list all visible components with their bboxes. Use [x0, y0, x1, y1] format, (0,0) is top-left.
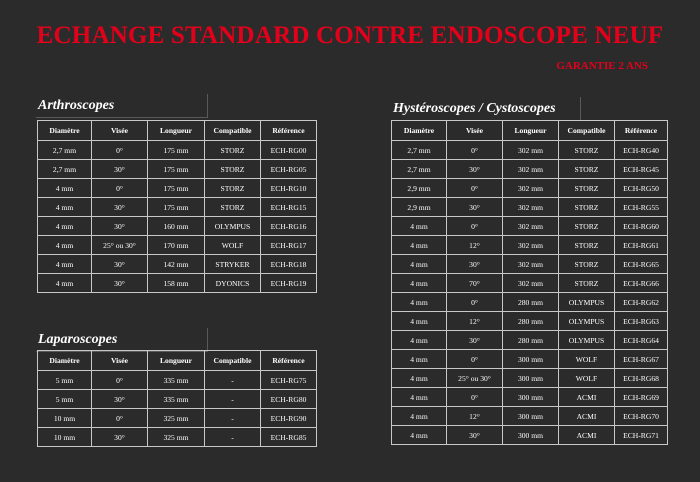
table-row — [392, 312, 668, 331]
cell-longueur: 302 mm — [503, 236, 559, 255]
cell-visee: 25° ou 30° — [92, 236, 148, 255]
table-row — [38, 160, 317, 179]
cell-longueur: 335 mm — [148, 371, 205, 390]
table-row — [392, 426, 668, 445]
cell-compatible: STORZ — [559, 141, 615, 160]
cell-reference: ECH-RG64 — [615, 331, 668, 350]
cell-reference: ECH-RG70 — [615, 407, 668, 426]
cell-visee: 0° — [447, 350, 503, 369]
cell-compatible: ACMI — [559, 407, 615, 426]
cell-longueur: 300 mm — [503, 369, 559, 388]
cell-reference: ECH-RG80 — [261, 390, 317, 409]
cell-reference: ECH-RG10 — [261, 179, 317, 198]
table-row — [392, 160, 668, 179]
cell-compatible: OLYMPUS — [205, 217, 261, 236]
cell-diametre: 10 mm — [38, 428, 92, 447]
cell-diametre: 2,7 mm — [38, 141, 92, 160]
cell-longueur: 302 mm — [503, 160, 559, 179]
cell-visee: 0° — [92, 141, 148, 160]
cell-diametre: 2,7 mm — [392, 141, 447, 160]
cell-diametre: 4 mm — [392, 274, 447, 293]
cell-reference: ECH-RG00 — [261, 141, 317, 160]
cell-longueur: 302 mm — [503, 217, 559, 236]
cell-longueur: 175 mm — [148, 198, 205, 217]
table-header-row — [38, 121, 317, 141]
table-row — [392, 198, 668, 217]
cell-diametre: 4 mm — [38, 217, 92, 236]
cell-visee: 0° — [447, 217, 503, 236]
cell-diametre: 4 mm — [392, 369, 447, 388]
table-row — [38, 198, 317, 217]
column-header-compatible: Compatible — [205, 351, 261, 371]
cell-reference: ECH-RG69 — [615, 388, 668, 407]
cell-compatible: STORZ — [559, 236, 615, 255]
cell-reference: ECH-RG40 — [615, 141, 668, 160]
cell-visee: 30° — [92, 274, 148, 293]
cell-longueur: 300 mm — [503, 407, 559, 426]
cell-longueur: 335 mm — [148, 390, 205, 409]
cell-reference: ECH-RG67 — [615, 350, 668, 369]
table-row — [392, 388, 668, 407]
table-row — [392, 293, 668, 312]
cell-compatible: STORZ — [559, 217, 615, 236]
cell-longueur: 302 mm — [503, 274, 559, 293]
column-header-visee: Visée — [92, 351, 148, 371]
cell-diametre: 2,7 mm — [38, 160, 92, 179]
column-header-reference: Référence — [615, 121, 668, 141]
cell-visee: 0° — [447, 179, 503, 198]
section-title-laparoscopes: Laparoscopes — [36, 328, 208, 352]
cell-diametre: 2,9 mm — [392, 198, 447, 217]
cell-compatible: - — [205, 409, 261, 428]
cell-diametre: 4 mm — [392, 312, 447, 331]
cell-reference: ECH-RG15 — [261, 198, 317, 217]
cell-visee: 12° — [447, 236, 503, 255]
cell-longueur: 175 mm — [148, 141, 205, 160]
cell-diametre: 4 mm — [392, 407, 447, 426]
cell-visee: 30° — [447, 160, 503, 179]
cell-compatible: STORZ — [559, 255, 615, 274]
cell-visee: 0° — [92, 179, 148, 198]
cell-compatible: DYONICS — [205, 274, 261, 293]
cell-longueur: 325 mm — [148, 409, 205, 428]
section-title-hysteroscopes: Hystéroscopes / Cystoscopes — [391, 97, 581, 121]
column-header-visee: Visée — [447, 121, 503, 141]
cell-longueur: 175 mm — [148, 160, 205, 179]
cell-longueur: 300 mm — [503, 388, 559, 407]
table-row — [392, 350, 668, 369]
column-header-diametre: Diamètre — [38, 351, 92, 371]
cell-reference: ECH-RG45 — [615, 160, 668, 179]
cell-visee: 0° — [447, 388, 503, 407]
page-title: ECHANGE STANDARD CONTRE ENDOSCOPE NEUF — [36, 22, 664, 49]
cell-visee: 30° — [92, 255, 148, 274]
column-header-compatible: Compatible — [559, 121, 615, 141]
column-header-reference: Référence — [261, 121, 317, 141]
cell-visee: 0° — [92, 409, 148, 428]
section-title-arthroscopes: Arthroscopes — [36, 94, 208, 118]
cell-reference: ECH-RG18 — [261, 255, 317, 274]
cell-visee: 30° — [447, 198, 503, 217]
cell-diametre: 4 mm — [392, 388, 447, 407]
cell-compatible: STORZ — [205, 198, 261, 217]
cell-reference: ECH-RG61 — [615, 236, 668, 255]
cell-longueur: 170 mm — [148, 236, 205, 255]
column-header-longueur: Longueur — [503, 121, 559, 141]
cell-visee: 30° — [92, 428, 148, 447]
cell-visee: 30° — [447, 331, 503, 350]
column-header-reference: Référence — [261, 351, 317, 371]
column-header-longueur: Longueur — [148, 351, 205, 371]
table-row — [38, 428, 317, 447]
cell-reference: ECH-RG63 — [615, 312, 668, 331]
table-row — [38, 274, 317, 293]
cell-diametre: 4 mm — [38, 236, 92, 255]
cell-compatible: WOLF — [559, 350, 615, 369]
column-header-diametre: Diamètre — [392, 121, 447, 141]
table-row — [38, 141, 317, 160]
cell-diametre: 4 mm — [392, 217, 447, 236]
cell-compatible: STORZ — [205, 160, 261, 179]
cell-reference: ECH-RG19 — [261, 274, 317, 293]
cell-diametre: 10 mm — [38, 409, 92, 428]
cell-diametre: 4 mm — [38, 198, 92, 217]
cell-reference: ECH-RG66 — [615, 274, 668, 293]
cell-compatible: STORZ — [559, 179, 615, 198]
cell-visee: 0° — [447, 141, 503, 160]
table-row — [392, 369, 668, 388]
cell-diametre: 4 mm — [38, 255, 92, 274]
table-row — [392, 274, 668, 293]
cell-diametre: 2,9 mm — [392, 179, 447, 198]
table-row — [38, 236, 317, 255]
cell-compatible: - — [205, 371, 261, 390]
cell-visee: 30° — [92, 217, 148, 236]
column-header-visee: Visée — [92, 121, 148, 141]
cell-longueur: 300 mm — [503, 350, 559, 369]
cell-compatible: WOLF — [205, 236, 261, 255]
cell-compatible: OLYMPUS — [559, 312, 615, 331]
cell-reference: ECH-RG65 — [615, 255, 668, 274]
cell-visee: 12° — [447, 312, 503, 331]
table-row — [38, 371, 317, 390]
cell-diametre: 4 mm — [392, 331, 447, 350]
cell-reference: ECH-RG50 — [615, 179, 668, 198]
table-row — [392, 236, 668, 255]
table-row — [38, 409, 317, 428]
table-row — [392, 407, 668, 426]
column-header-compatible: Compatible — [205, 121, 261, 141]
cell-compatible: WOLF — [559, 369, 615, 388]
cell-diametre: 4 mm — [392, 236, 447, 255]
cell-reference: ECH-RG68 — [615, 369, 668, 388]
column-header-diametre: Diamètre — [38, 121, 92, 141]
table-header-row — [38, 351, 317, 371]
table-header-row — [392, 121, 668, 141]
warranty-subtitle: GARANTIE 2 ANS — [556, 60, 648, 72]
cell-reference: ECH-RG16 — [261, 217, 317, 236]
cell-compatible: - — [205, 428, 261, 447]
cell-compatible: STRYKER — [205, 255, 261, 274]
cell-diametre: 4 mm — [392, 293, 447, 312]
cell-diametre: 4 mm — [392, 350, 447, 369]
cell-compatible: - — [205, 390, 261, 409]
cell-reference: ECH-RG05 — [261, 160, 317, 179]
table-row — [38, 217, 317, 236]
cell-longueur: 280 mm — [503, 331, 559, 350]
cell-visee: 0° — [92, 371, 148, 390]
cell-longueur: 142 mm — [148, 255, 205, 274]
column-header-longueur: Longueur — [148, 121, 205, 141]
cell-longueur: 175 mm — [148, 179, 205, 198]
table-row — [392, 331, 668, 350]
cell-diametre: 5 mm — [38, 371, 92, 390]
cell-reference: ECH-RG85 — [261, 428, 317, 447]
cell-longueur: 280 mm — [503, 293, 559, 312]
cell-diametre: 4 mm — [38, 179, 92, 198]
cell-compatible: STORZ — [559, 198, 615, 217]
table-hysteroscopes — [391, 120, 668, 445]
cell-longueur: 302 mm — [503, 255, 559, 274]
cell-visee: 0° — [447, 293, 503, 312]
cell-diametre: 4 mm — [392, 255, 447, 274]
cell-compatible: OLYMPUS — [559, 331, 615, 350]
table-row — [38, 390, 317, 409]
cell-reference: ECH-RG62 — [615, 293, 668, 312]
cell-diametre: 4 mm — [38, 274, 92, 293]
table-row — [392, 217, 668, 236]
cell-compatible: ACMI — [559, 426, 615, 445]
cell-longueur: 160 mm — [148, 217, 205, 236]
cell-diametre: 2,7 mm — [392, 160, 447, 179]
cell-diametre: 5 mm — [38, 390, 92, 409]
table-row — [392, 255, 668, 274]
cell-compatible: STORZ — [205, 179, 261, 198]
cell-longueur: 325 mm — [148, 428, 205, 447]
cell-visee: 30° — [447, 426, 503, 445]
cell-compatible: ACMI — [559, 388, 615, 407]
cell-visee: 12° — [447, 407, 503, 426]
cell-reference: ECH-RG71 — [615, 426, 668, 445]
cell-visee: 30° — [92, 160, 148, 179]
cell-compatible: STORZ — [559, 160, 615, 179]
cell-visee: 25° ou 30° — [447, 369, 503, 388]
cell-visee: 30° — [92, 390, 148, 409]
table-arthroscopes — [37, 120, 317, 293]
table-row — [38, 255, 317, 274]
table-laparoscopes — [37, 350, 317, 447]
cell-reference: ECH-RG75 — [261, 371, 317, 390]
cell-longueur: 302 mm — [503, 141, 559, 160]
cell-compatible: STORZ — [205, 141, 261, 160]
cell-reference: ECH-RG17 — [261, 236, 317, 255]
cell-diametre: 4 mm — [392, 426, 447, 445]
cell-longueur: 300 mm — [503, 426, 559, 445]
cell-longueur: 280 mm — [503, 312, 559, 331]
cell-reference: ECH-RG90 — [261, 409, 317, 428]
cell-longueur: 302 mm — [503, 198, 559, 217]
cell-reference: ECH-RG60 — [615, 217, 668, 236]
cell-visee: 70° — [447, 274, 503, 293]
table-row — [392, 179, 668, 198]
table-row — [38, 179, 317, 198]
cell-longueur: 158 mm — [148, 274, 205, 293]
cell-reference: ECH-RG55 — [615, 198, 668, 217]
table-row — [392, 141, 668, 160]
cell-compatible: STORZ — [559, 274, 615, 293]
cell-compatible: OLYMPUS — [559, 293, 615, 312]
cell-visee: 30° — [92, 198, 148, 217]
cell-longueur: 302 mm — [503, 179, 559, 198]
cell-visee: 30° — [447, 255, 503, 274]
